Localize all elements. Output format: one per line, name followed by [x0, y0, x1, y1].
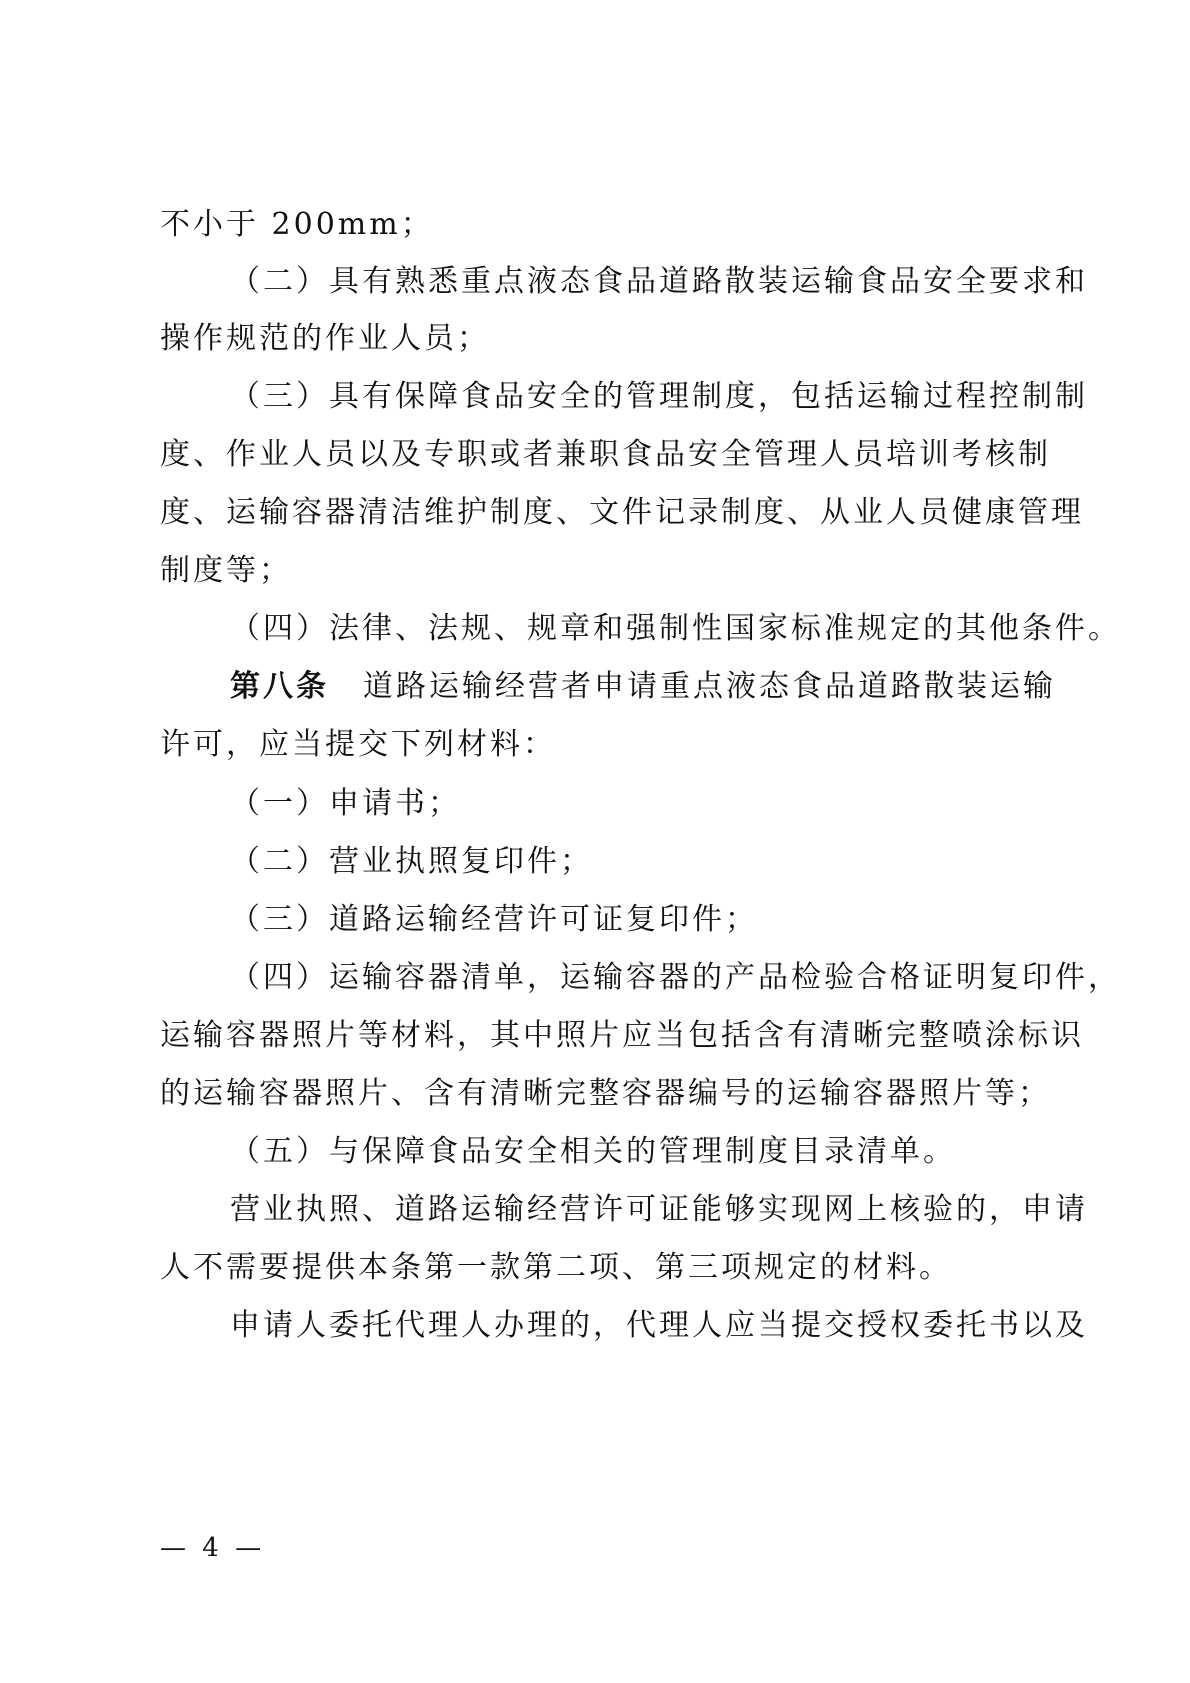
- list-item: （四）运输容器清单，运输容器的产品检验合格证明复印件，: [230, 960, 1121, 995]
- list-item: （五）与保障食品安全相关的管理制度目录清单。: [230, 1134, 956, 1169]
- article-heading: 第八条: [230, 669, 329, 704]
- list-item: （二）营业执照复印件；: [230, 844, 593, 879]
- text-line: （三）具有保障食品安全的管理制度，包括运输过程控制制: [230, 379, 1088, 414]
- page-number: — 4 —: [160, 1533, 266, 1563]
- text-line: 制度等；: [160, 553, 292, 588]
- list-item: （一）申请书；: [230, 786, 461, 821]
- text-line: 操作规范的作业人员；: [160, 321, 490, 356]
- list-item: （三）道路运输经营许可证复印件；: [230, 902, 758, 937]
- text-line: （二）具有熟悉重点液态食品道路散装运输食品安全要求和: [230, 264, 1088, 299]
- text-line: 申请人委托代理人办理的，代理人应当提交授权委托书以及: [230, 1308, 1088, 1343]
- text-line: 人不需要提供本条第一款第二项、第三项规定的材料。: [160, 1250, 952, 1285]
- text-line: 营业执照、道路运输经营许可证能够实现网上核验的，申请: [230, 1192, 1088, 1227]
- text-line: 的运输容器照片、含有清晰完整容器编号的运输容器照片等；: [160, 1076, 1051, 1111]
- text-line: 不小于 200mm；: [160, 207, 434, 242]
- text-line: 许可，应当提交下列材料：: [160, 727, 556, 762]
- article-first-line: [230, 667, 1056, 707]
- text-line: 运输容器照片等材料，其中照片应当包括含有清晰完整喷涂标识: [160, 1018, 1084, 1053]
- text-line: 度、运输容器清洁维护制度、文件记录制度、从业人员健康管理: [160, 495, 1084, 530]
- text-line: 度、作业人员以及专职或者兼职食品安全管理人员培训考核制: [160, 437, 1051, 472]
- text-line: （四）法律、法规、规章和强制性国家标准规定的其他条件。: [230, 611, 1121, 646]
- article-text: 道路运输经营者申请重点液态食品道路散装运输: [363, 669, 1056, 704]
